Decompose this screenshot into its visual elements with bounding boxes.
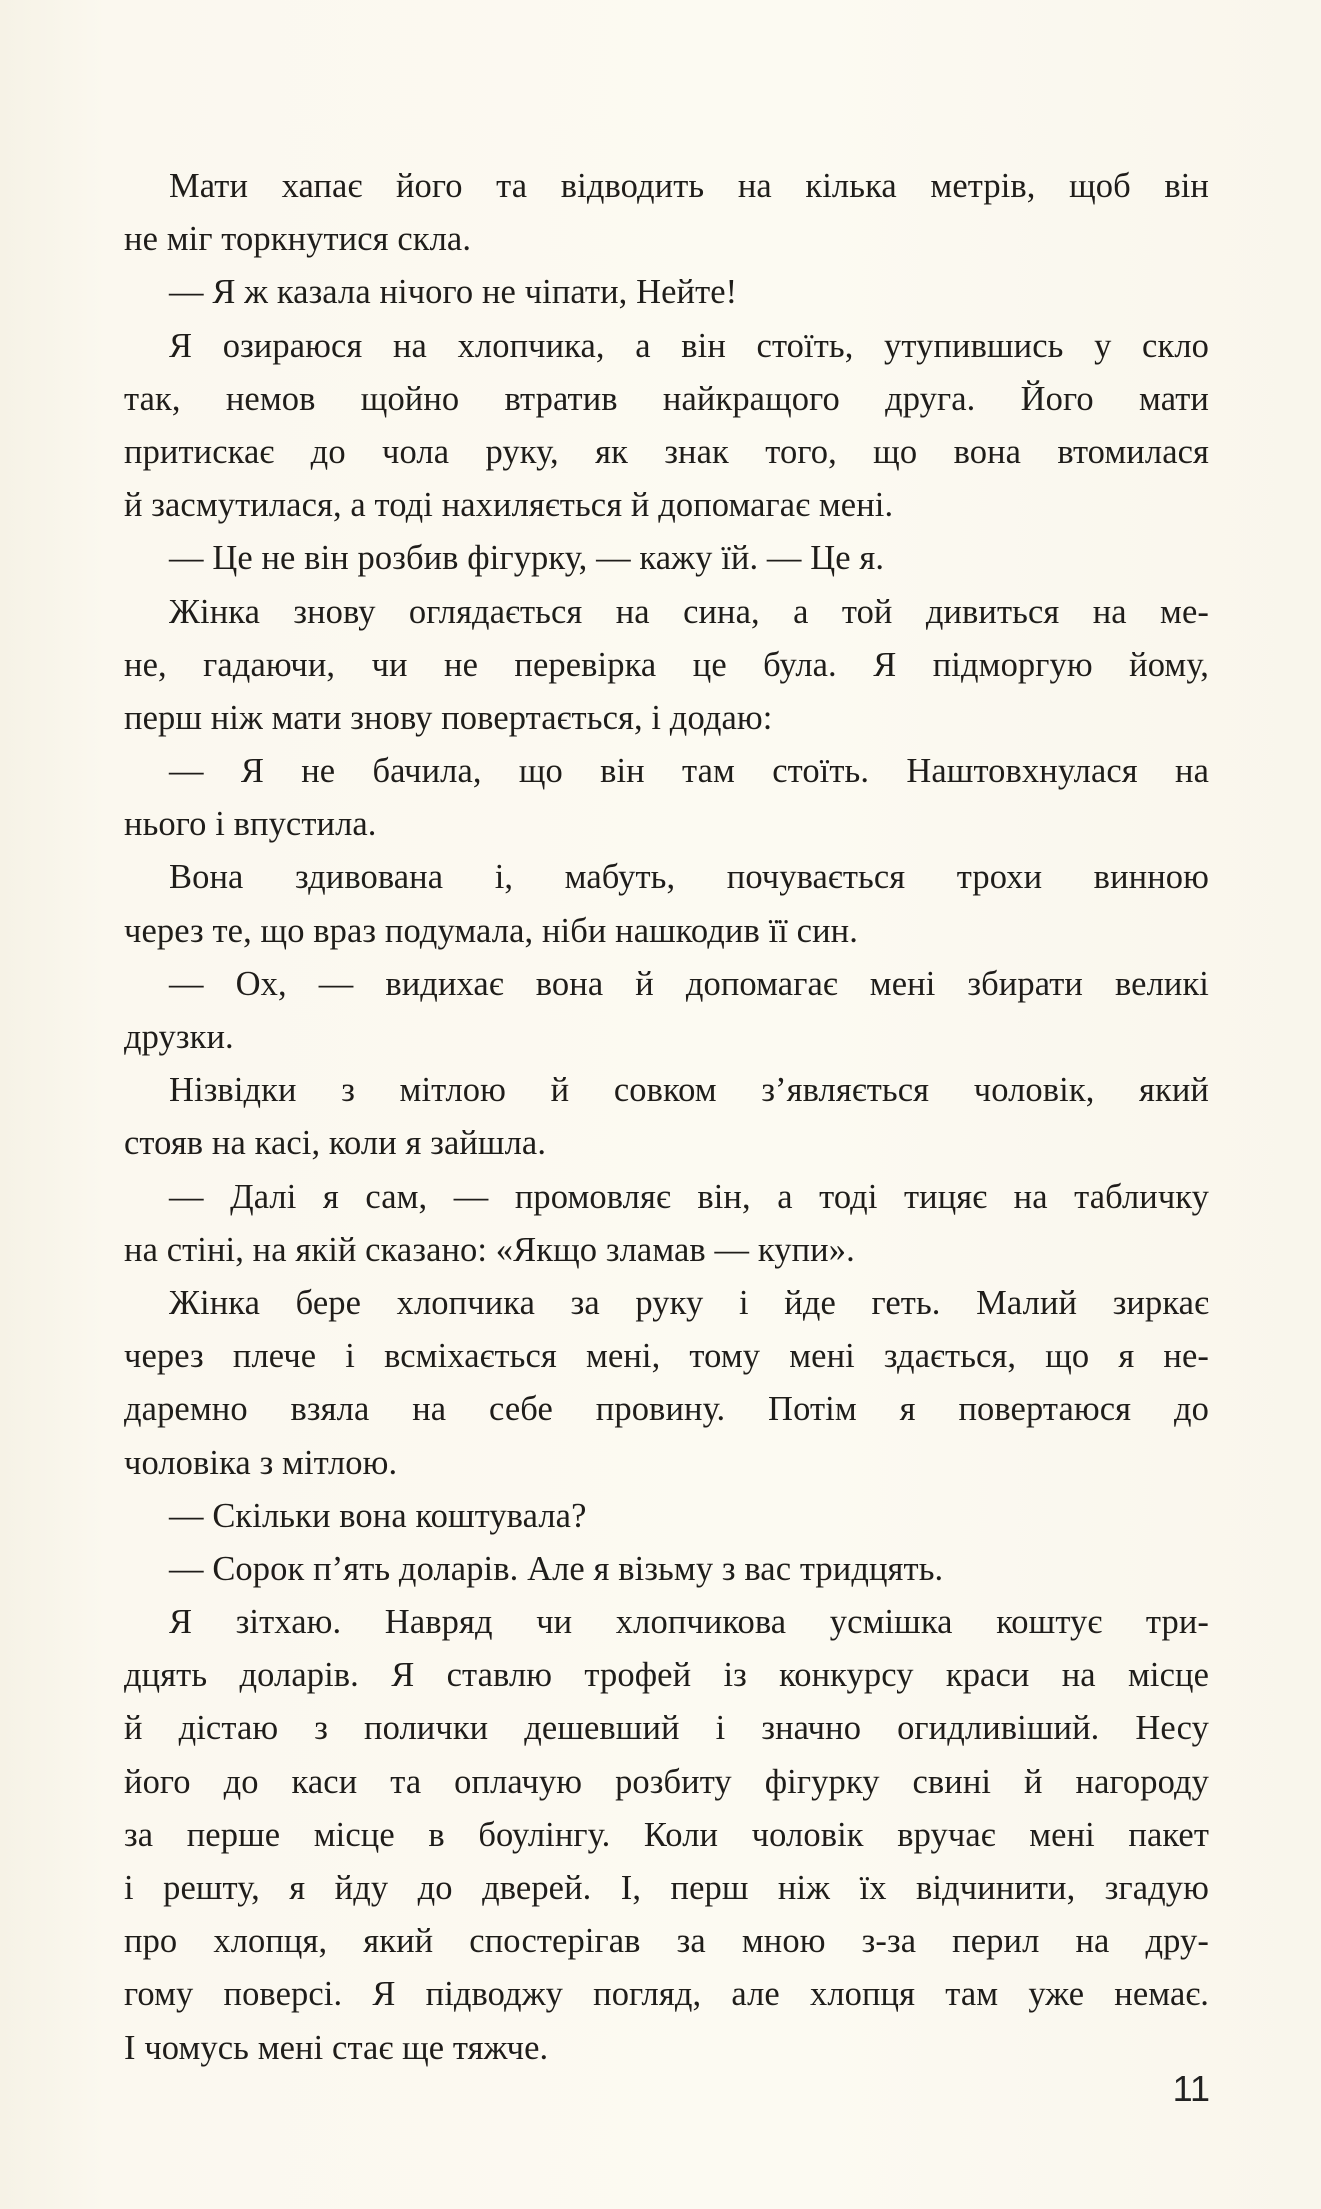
text-line: про хлопця, який спостерігав за мною з-за перил на дру- xyxy=(124,1922,1209,1961)
text-line: стояв на касі, коли я зайшла. xyxy=(124,1124,547,1163)
text-line: — Скільки вона коштувала? xyxy=(169,1496,587,1535)
text-line: — Я не бачила, що він там стоїть. Наштовхнулася на xyxy=(169,752,1209,791)
page-number: 11 xyxy=(1172,2068,1210,2109)
text-line: Я зітхаю. Навряд чи хлопчикова усмішка коштує три- xyxy=(169,1603,1209,1642)
text-line: І чомусь мені стає ще тяжче. xyxy=(124,2028,549,2067)
text-line: й засмутилася, а тоді нахиляється й допомагає мені. xyxy=(124,486,894,525)
text-line: й дістаю з полички дешевший і значно огидливіший. Несу xyxy=(124,1709,1209,1748)
text-line: через плече і всміхається мені, тому мені здається, що я не- xyxy=(124,1337,1209,1376)
text-line: Жінка знову оглядається на сина, а той дивиться на ме- xyxy=(169,592,1209,631)
text-line: так, немов щойно втратив найкращого друга. Його мати xyxy=(124,379,1209,418)
text-line: Я озираюся на хлопчика, а він стоїть, утупившись у скло xyxy=(169,326,1209,365)
text-line: і решту, я йду до дверей. І, перш ніж їх відчинити, згадую xyxy=(124,1869,1209,1907)
text-line: дцять доларів. Я ставлю трофей із конкурсу краси на місце xyxy=(124,1656,1209,1695)
text-line: не, гадаючи, чи не перевірка це була. Я підморгую йому, xyxy=(124,645,1209,684)
text-line: гому поверсі. Я підводжу погляд, але хлопця там уже немає. xyxy=(124,1975,1209,2014)
text-line: через те, що враз подумала, ніби нашкодив її син. xyxy=(124,911,858,950)
text-line: друзки. xyxy=(124,1018,234,1056)
text-line: на стіні, на якій сказано: «Якщо зламав — купи». xyxy=(124,1230,855,1269)
text-line: за перше місце в боулінгу. Коли чоловік вручає мені пакет xyxy=(124,1815,1209,1854)
text-line: — Ох, — видихає вона й допомагає мені збирати великі xyxy=(169,964,1209,1003)
text-line: — Далі я сам, — промовляє він, а тоді тицяє на табличку xyxy=(169,1177,1209,1216)
text-line: — Сорок п’ять доларів. Але я візьму з вас тридцять. xyxy=(169,1549,944,1588)
text-line: притискає до чола руку, як знак того, що вона втомилася xyxy=(124,432,1209,471)
body-text xyxy=(124,160,1209,2075)
text-line: його до каси та оплачую розбиту фігурку свині й нагороду xyxy=(124,1762,1209,1801)
text-line: не міг торкнутися скла. xyxy=(124,220,472,259)
text-line: чоловіка з мітлою. xyxy=(124,1443,398,1482)
text-line: нього і впустила. xyxy=(124,805,377,844)
text-line: Жінка бере хлопчика за руку і йде геть. Малий зиркає xyxy=(169,1283,1209,1322)
text-line: Вона здивована і, мабуть, почувається трохи винною xyxy=(169,858,1209,897)
text-line: даремно взяла на себе провину. Потім я повертаюся до xyxy=(124,1390,1209,1429)
text-line: перш ніж мати знову повертається, і додаю: xyxy=(124,698,773,737)
text-line: Мати хапає його та відводить на кілька метрів, щоб він xyxy=(169,167,1209,205)
text-line: Нізвідки з мітлою й совком з’являється чоловік, який xyxy=(169,1071,1209,1110)
text-line: — Це не він розбив фігурку, — кажу їй. — Це я. xyxy=(169,539,885,578)
text-line: — Я ж казала нічого не чіпати, Нейте! xyxy=(169,273,738,312)
